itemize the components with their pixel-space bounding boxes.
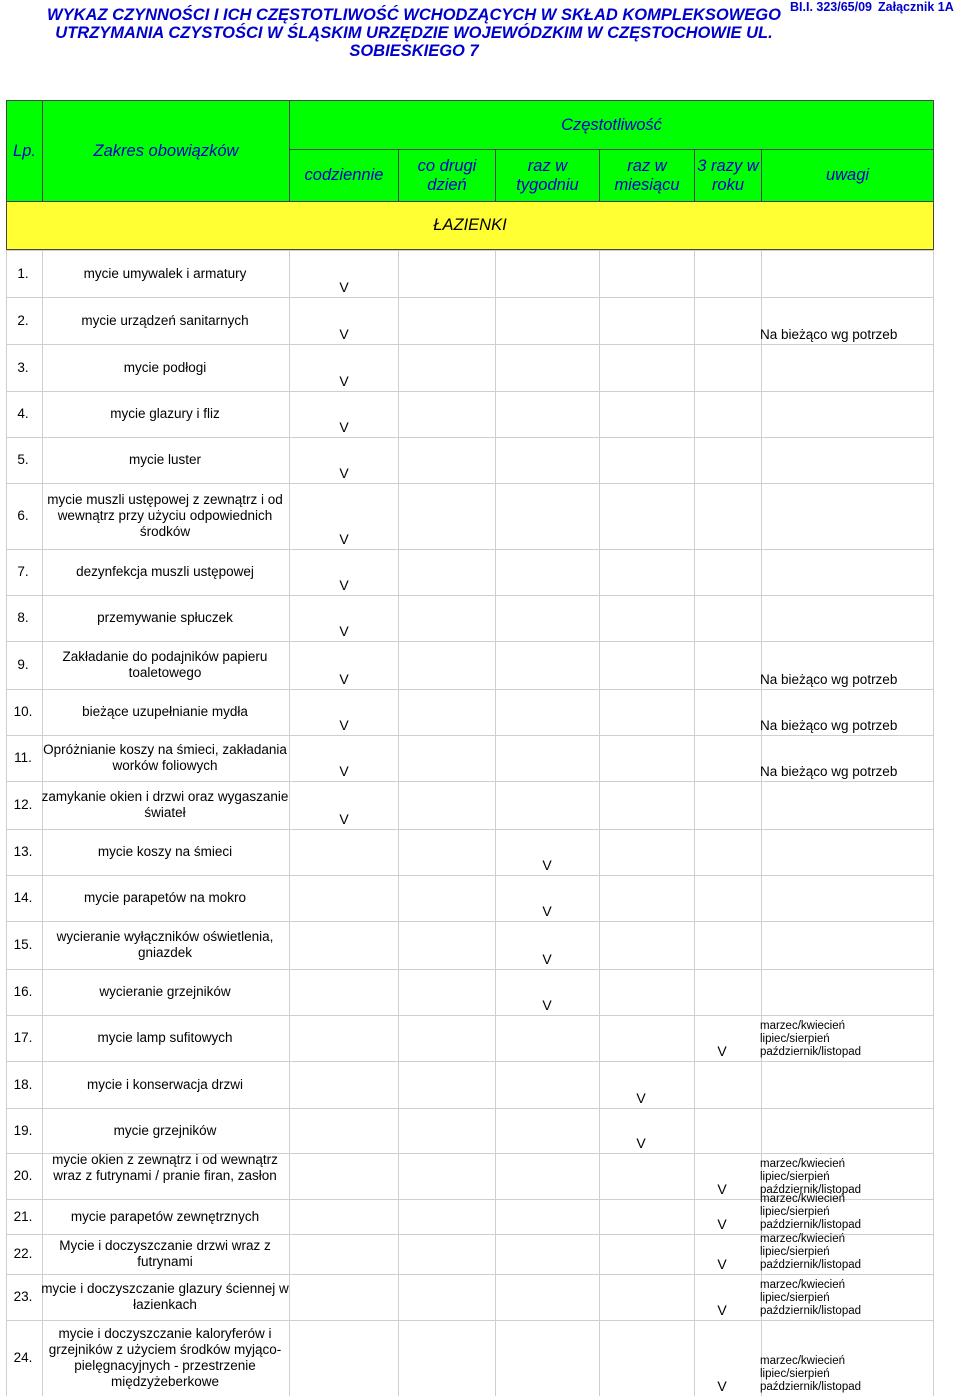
task-description: zamykanie okien i drzwi oraz wygaszanie świateł <box>41 789 289 820</box>
column-divider <box>933 250 934 1396</box>
row-divider <box>6 969 933 970</box>
task-description: mycie koszy na śmieci <box>97 844 233 859</box>
header-weekly: raz w tygodniu <box>495 149 600 202</box>
header-3-per-year: 3 razy w roku <box>694 149 762 202</box>
task-description: wycieranie grzejników <box>99 984 231 999</box>
row-divider <box>6 250 933 251</box>
task-description: mycie lamp sufitowych <box>97 1030 233 1045</box>
row-divider <box>6 781 933 782</box>
document-title: WYKAZ CZYNNOŚCI I ICH CZĘSTOTLIWOŚĆ WCHODZĄCYCH W SKŁAD KOMPLEKSOWEGO UTRZYMANIA CZYSTOŚCI W ŚLĄSKIM URZĘDZIE WOJEWÓDZKIM W CZĘSTOCHOWIE UL. SOBIESKIEGO 7 <box>47 6 781 60</box>
row-note: marzec/kwiecień lipiec/sierpień październik/listopad <box>760 1158 862 1196</box>
frequency-mark: V <box>339 531 349 547</box>
row-number: 10. <box>13 704 33 719</box>
frequency-mark: V <box>339 763 349 779</box>
header-every-other-day: co drugi dzień <box>398 149 496 202</box>
frequency-mark: V <box>339 623 349 639</box>
task-description: Zakładanie do podajników papieru toaletowego <box>62 649 268 680</box>
frequency-mark: V <box>339 373 349 389</box>
row-note: marzec/kwiecień lipiec/sierpień październik/listopad <box>760 1279 862 1317</box>
task-description: bieżące uzupełnianie mydła <box>82 704 248 719</box>
frequency-mark: V <box>717 1378 727 1394</box>
document-reference <box>784 0 954 14</box>
row-number: 6. <box>17 508 29 523</box>
row-number: 3. <box>17 359 29 375</box>
header-daily: codziennie <box>289 149 399 202</box>
header-monthly: raz w miesiącu <box>599 149 695 202</box>
task-description: przemywanie spłuczek <box>97 610 233 625</box>
header-notes: uwagi <box>761 149 934 202</box>
frequency-mark: V <box>717 1216 727 1232</box>
task-description: mycie grzejników <box>113 1122 217 1138</box>
task-description: mycie parapetów zewnętrznych <box>70 1208 260 1224</box>
frequency-mark: V <box>339 717 349 733</box>
task-description: mycie glazury i fliz <box>110 406 220 421</box>
row-divider <box>6 1108 933 1109</box>
row-divider <box>6 1274 933 1275</box>
frequency-mark: V <box>339 577 349 593</box>
row-number: 16. <box>13 984 33 999</box>
row-number: 1. <box>17 265 29 281</box>
frequency-mark: V <box>717 1302 727 1318</box>
row-divider <box>6 1015 933 1016</box>
task-description: wycieranie wyłączników oświetlenia, gniazdek <box>56 929 274 960</box>
frequency-mark: V <box>636 1090 646 1106</box>
frequency-mark: V <box>339 326 349 342</box>
row-note: Na bieżąco wg potrzeb <box>760 764 898 779</box>
task-description: Opróżnianie koszy na śmieci, zakładania worków foliowych <box>43 742 287 773</box>
annex-label: Załącznik 1A <box>878 0 954 14</box>
row-number: 12. <box>13 797 33 812</box>
row-number: 18. <box>13 1076 33 1092</box>
row-note: Na bieżąco wg potrzeb <box>760 672 898 687</box>
task-description: mycie parapetów na mokro <box>83 890 247 905</box>
frequency-mark: V <box>636 1135 646 1151</box>
task-description: mycie urządzeń sanitarnych <box>81 312 249 328</box>
row-note: marzec/kwiecień lipiec/sierpień październik/listopad <box>760 1355 862 1393</box>
task-description: mycie i konserwacja drzwi <box>86 1076 244 1092</box>
frequency-mark: V <box>339 811 349 827</box>
row-number: 22. <box>13 1246 33 1261</box>
row-number: 11. <box>14 750 32 765</box>
section-title: ŁAZIENKI <box>6 201 934 250</box>
header-lp: Lp. <box>6 100 43 202</box>
frequency-mark: V <box>542 903 552 919</box>
reference-number: BI.I. 323/65/09 <box>790 0 873 14</box>
row-divider <box>6 875 933 876</box>
task-description: mycie i doczyszczanie glazury ściennej w łazienkach <box>41 1281 289 1312</box>
column-divider <box>398 250 399 1396</box>
task-description: mycie podłogi <box>123 359 207 375</box>
frequency-mark: V <box>339 279 349 295</box>
row-number: 15. <box>13 937 33 952</box>
row-number: 5. <box>17 452 29 467</box>
row-note: marzec/kwiecień lipiec/sierpień październik/listopad <box>760 1193 862 1231</box>
row-note: Na bieżąco wg potrzeb <box>760 327 898 342</box>
row-divider <box>6 437 933 438</box>
row-note: marzec/kwiecień lipiec/sierpień październik/listopad <box>760 1020 862 1058</box>
row-divider <box>6 483 933 484</box>
row-number: 20. <box>13 1168 33 1183</box>
row-number: 19. <box>13 1122 33 1138</box>
row-number: 13. <box>13 844 33 859</box>
row-number: 9. <box>17 657 29 672</box>
frequency-mark: V <box>717 1256 727 1272</box>
row-number: 4. <box>17 406 29 421</box>
column-divider <box>599 250 600 1396</box>
row-number: 17. <box>13 1030 33 1045</box>
row-number: 23. <box>13 1289 33 1304</box>
frequency-mark: V <box>542 857 552 873</box>
row-number: 24. <box>13 1350 33 1365</box>
frequency-mark: V <box>717 1181 727 1197</box>
row-number: 7. <box>17 564 29 579</box>
frequency-mark: V <box>339 465 349 481</box>
task-description: mycie i doczyszczanie kaloryferów i grzejników z użyciem środków myjąco-pielęgnacyjnych - przestrzenie międzyżeberkowe <box>48 1326 282 1389</box>
row-divider <box>6 344 933 345</box>
row-divider <box>6 921 933 922</box>
row-divider <box>6 595 933 596</box>
header-scope: Zakres obowiązków <box>42 100 290 202</box>
task-description: mycie muszli ustępowej z zewnątrz i od wewnątrz przy użyciu odpowiednich środków <box>47 492 283 539</box>
row-divider <box>6 735 933 736</box>
frequency-mark: V <box>542 951 552 967</box>
row-divider <box>6 391 933 392</box>
frequency-mark: V <box>339 419 349 435</box>
row-divider <box>6 641 933 642</box>
column-divider <box>694 250 695 1396</box>
column-divider <box>495 250 496 1396</box>
task-description: Mycie i doczyszczanie drzwi wraz z futrynami <box>59 1238 271 1269</box>
row-divider <box>6 1061 933 1062</box>
row-divider <box>6 1320 933 1321</box>
task-description: dezynfekcja muszli ustępowej <box>76 564 254 579</box>
frequency-mark: V <box>717 1043 727 1059</box>
header-frequency: Częstotliwość <box>289 100 934 150</box>
table-header <box>6 100 933 250</box>
row-number: 2. <box>17 312 29 328</box>
frequency-mark: V <box>542 997 552 1013</box>
row-divider <box>6 829 933 830</box>
row-divider <box>6 297 933 298</box>
row-number: 21. <box>13 1208 33 1224</box>
row-note: marzec/kwiecień lipiec/sierpień październik/listopad <box>760 1233 862 1271</box>
row-divider <box>6 689 933 690</box>
task-description: mycie luster <box>128 452 201 467</box>
task-description: mycie okien z zewnątrz i od wewnątrz wraz z futrynami / pranie firan, zasłon <box>52 1152 278 1183</box>
row-note: Na bieżąco wg potrzeb <box>760 718 898 733</box>
row-divider <box>6 549 933 550</box>
frequency-mark: V <box>339 671 349 687</box>
row-number: 14. <box>13 890 33 905</box>
task-description: mycie umywalek i armatury <box>83 265 247 281</box>
row-number: 8. <box>17 610 29 625</box>
